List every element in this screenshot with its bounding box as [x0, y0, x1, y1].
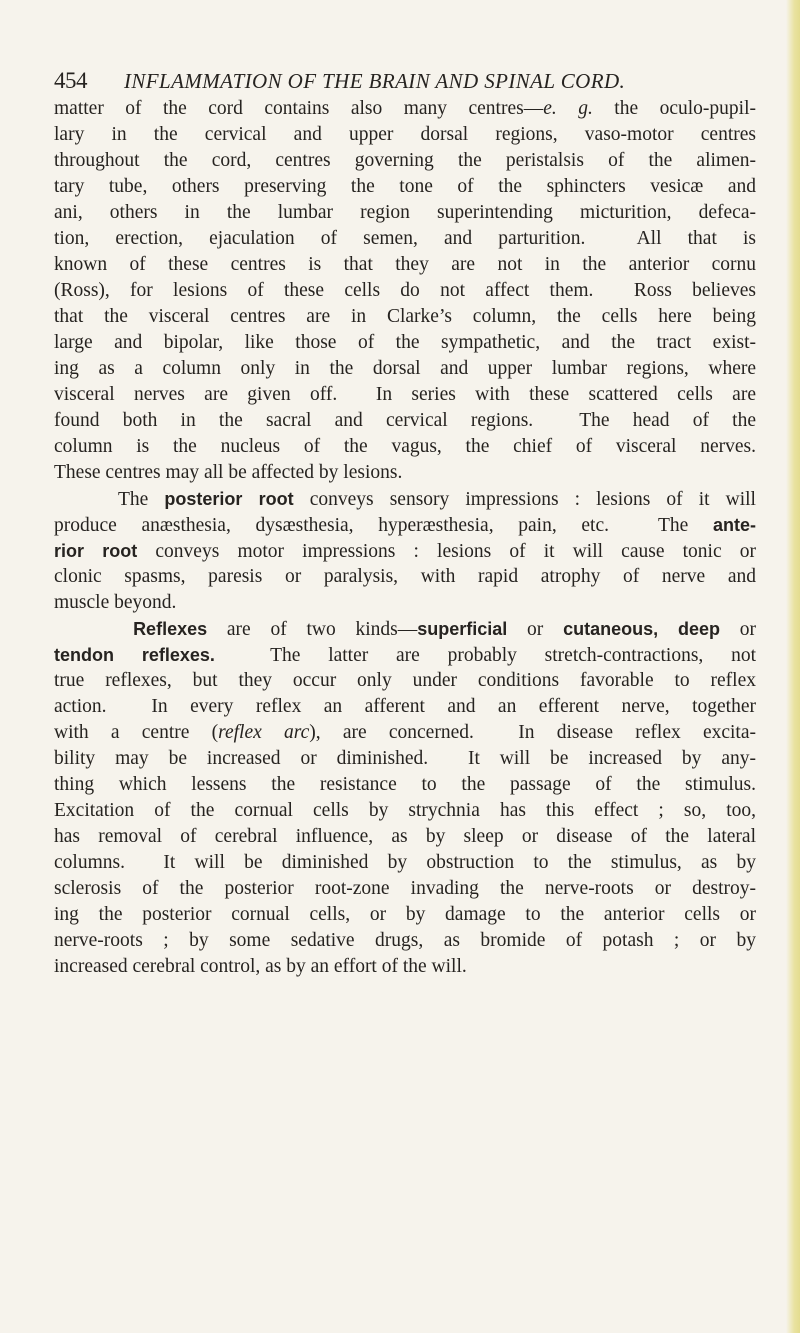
text-line	[54, 252, 756, 278]
text-line	[54, 616, 756, 642]
text-run: The	[54, 489, 165, 510]
text-line	[54, 356, 756, 382]
paragraph	[54, 486, 756, 616]
text-line	[54, 382, 756, 408]
text-line	[54, 772, 756, 798]
bold-term: superficial	[417, 619, 508, 639]
text-run: ing as a column only in the dorsal and upper lumbar regions, where	[54, 358, 756, 379]
text-run: ani, others in the lumbar region superintending micturition, defeca-	[54, 202, 756, 223]
text-line	[54, 96, 756, 122]
text-run: increased cerebral control, as by an effort of the will.	[54, 956, 467, 977]
paragraph	[54, 616, 756, 980]
text-run: that the visceral centres are in Clarke’s column, the cells here being	[54, 306, 756, 327]
text-line	[54, 304, 756, 330]
text-run: known of these centres is that they are not in the anterior cornu	[54, 254, 756, 275]
text-run: are of two kinds—	[207, 619, 418, 640]
text-run: (Ross), for lesions of these cells do not affect them. Ross believes	[54, 280, 756, 301]
text-run: matter of the cord contains also many centres—	[54, 98, 544, 119]
text-run: large and bipolar, like those of the sympathetic, and the tract exist-	[54, 332, 756, 353]
bold-term: cutaneous, deep	[563, 619, 720, 639]
bold-term: rior root	[54, 541, 138, 561]
text-run: the oculo-pupil-	[592, 98, 756, 119]
text-line	[54, 148, 756, 174]
text-run: ), are concerned. In disease reflex excita-	[309, 722, 756, 743]
bold-term: ante-	[712, 515, 756, 535]
text-line	[54, 564, 756, 590]
text-run: conveys sensory impressions : lesions of it will	[293, 489, 756, 510]
text-line	[54, 746, 756, 772]
text-run: has removal of cerebral influence, as by sleep or disease of the lateral	[54, 826, 756, 847]
text-line	[54, 226, 756, 252]
text-run: produce anæsthesia, dysæsthesia, hyperæsthesia, pain, etc. The	[54, 515, 713, 536]
running-head: INFLAMMATION OF THE BRAIN AND SPINAL CORD.	[124, 69, 626, 93]
bold-term: Reflexes	[133, 619, 208, 639]
text-run	[54, 619, 133, 640]
text-line	[54, 460, 756, 486]
text-line	[54, 850, 756, 876]
text-run: These centres may all be affected by lesions.	[54, 462, 403, 483]
text-run: or	[507, 619, 564, 640]
text-line	[54, 408, 756, 434]
page-number: 454	[54, 68, 87, 93]
text-line	[54, 538, 756, 564]
italic-term: e. g.	[543, 98, 593, 119]
text-run: sclerosis of the posterior root-zone invading the nerve-roots or destroy-	[54, 878, 756, 899]
text-run: action. In every reflex an afferent and an efferent nerve, together	[54, 696, 756, 717]
text-line	[54, 902, 756, 928]
text-line	[54, 928, 756, 954]
text-run: visceral nerves are given off. In series with these scattered cells are	[54, 384, 756, 405]
text-line	[54, 512, 756, 538]
text-run: true reflexes, but they occur only under conditions favorable to reflex	[54, 670, 756, 691]
text-line	[54, 642, 756, 668]
text-run: with a centre (	[54, 722, 219, 743]
text-line	[54, 330, 756, 356]
page-edge	[786, 0, 800, 1333]
text-line	[54, 590, 756, 616]
text-line	[54, 434, 756, 460]
text-run: ing the posterior cornual cells, or by damage to the anterior cells or	[54, 904, 756, 925]
text-run: The latter are probably stretch-contractions, not	[214, 645, 756, 666]
text-run: thing which lessens the resistance to the passage of the stimulus.	[54, 774, 756, 795]
text-run: Excitation of the cornual cells by strychnia has this effect ; so, too,	[54, 800, 756, 821]
text-run: throughout the cord, centres governing the peristalsis of the alimen-	[54, 150, 756, 171]
text-run: muscle beyond.	[54, 592, 177, 613]
text-run: conveys motor impressions : lesions of it will cause tonic or	[137, 541, 756, 562]
text-run: nerve-roots ; by some sedative drugs, as bromide of potash ; or by	[54, 930, 756, 951]
text-run: clonic spasms, paresis or paralysis, with rapid atrophy of nerve and	[54, 566, 756, 587]
text-line	[54, 720, 756, 746]
text-run: lary in the cervical and upper dorsal regions, vaso-motor centres	[54, 124, 756, 145]
text-line	[54, 278, 756, 304]
text-line	[54, 486, 756, 512]
italic-term: reflex arc	[218, 722, 310, 743]
text-run: tion, erection, ejaculation of semen, and parturition. All that is	[54, 228, 756, 249]
text-line	[54, 668, 756, 694]
text-line	[54, 200, 756, 226]
text-line	[54, 954, 756, 980]
text-run: columns. It will be diminished by obstruction to the stimulus, as by	[54, 852, 756, 873]
text-line	[54, 694, 756, 720]
text-line	[54, 798, 756, 824]
text-run: found both in the sacral and cervical regions. The head of the	[54, 410, 756, 431]
text-line	[54, 876, 756, 902]
text-run: or	[720, 619, 757, 640]
text-line	[54, 174, 756, 200]
paragraph	[54, 96, 756, 486]
bold-term: tendon reflexes.	[54, 645, 215, 665]
body-text	[54, 96, 756, 980]
text-run: bility may be increased or diminished. It will be increased by any-	[54, 748, 756, 769]
text-run: tary tube, others preserving the tone of the sphincters vesicæ and	[54, 176, 756, 197]
bold-term: posterior root	[164, 489, 294, 509]
text-line	[54, 824, 756, 850]
text-run: column is the nucleus of the vagus, the chief of visceral nerves.	[54, 436, 756, 457]
text-line	[54, 122, 756, 148]
